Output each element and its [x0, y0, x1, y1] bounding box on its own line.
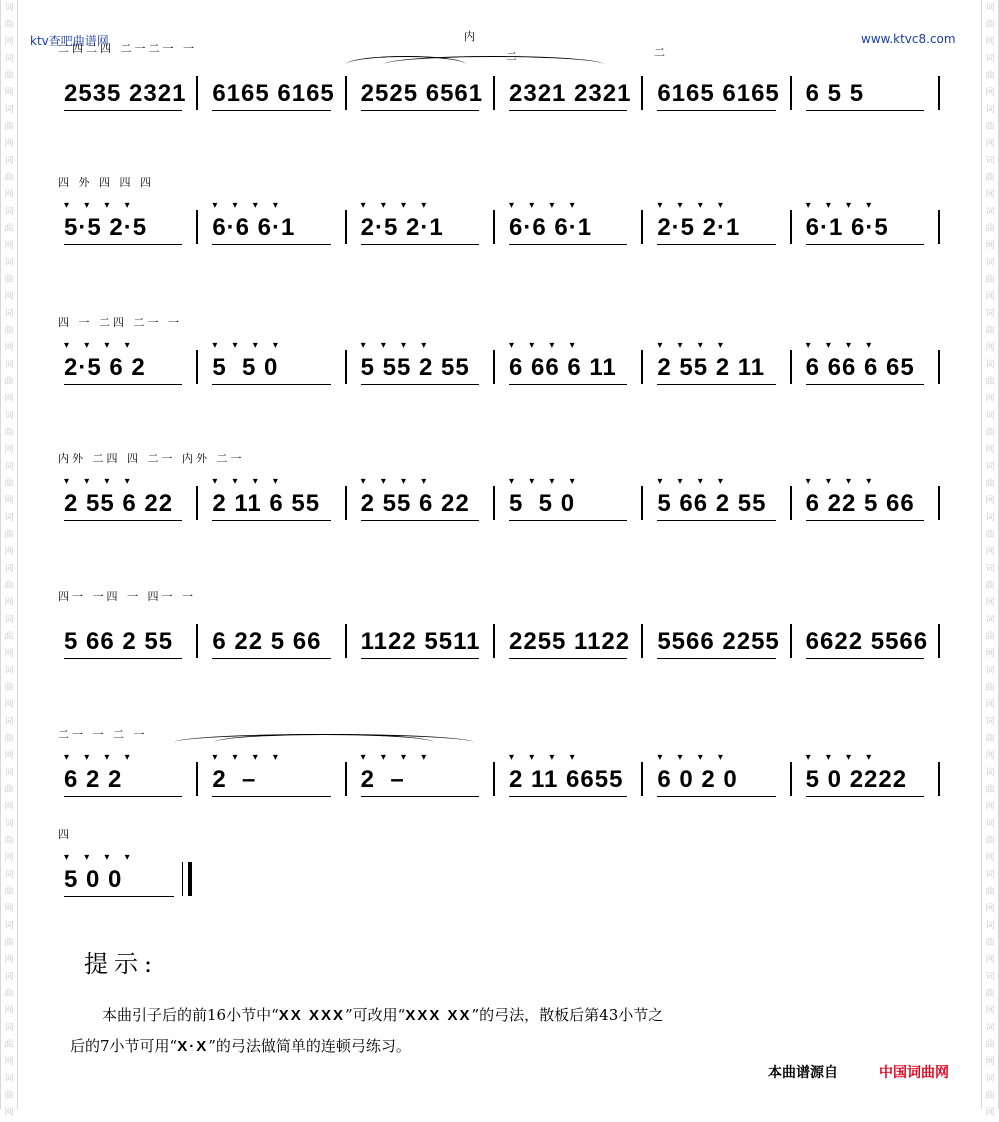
measure-notes: 2255 1122 [509, 628, 631, 655]
beam-line [657, 244, 775, 245]
bow-direction-marks: ▾ ▾ ▾ ▾ [64, 476, 136, 487]
beam-line [64, 110, 182, 111]
measure-notes: 2 55 6 22 [64, 490, 174, 517]
barline [196, 624, 198, 658]
hint-line-2 [70, 1031, 950, 1062]
beam-line [657, 520, 775, 521]
bowing-marks: 四一 一四 一 四一 一 [58, 590, 196, 603]
bow-direction-marks: ▾ ▾ ▾ ▾ [360, 200, 433, 211]
measure-notes: 5 0 2222 [805, 766, 908, 793]
beam-line [212, 384, 330, 385]
beam-line [657, 796, 775, 797]
measure-notes: 2535 2321 [64, 80, 187, 107]
right-watermark-strip: 词 曲 网 词 曲 网 词 曲 网 词 曲 网 词 曲 网 词 曲 网 词 曲 网 词 曲 网 词 曲 网 词 曲 网 词 曲 网 词 曲 网 词 曲 网 词 曲 网 词 曲 网 词 曲 网 词 曲 网 词 曲 网 词 曲 网 词 曲 网 词 曲 网 词 曲 网 [981, 0, 999, 1109]
bowing-mark: 二 [506, 50, 520, 63]
bow-direction-marks: ▾ ▾ ▾ ▾ [360, 340, 433, 351]
bow-direction-marks: ▾ ▾ ▾ ▾ [360, 476, 433, 487]
measure-notes: 2·5 2·1 [657, 214, 741, 241]
bow-direction-marks: ▾ ▾ ▾ ▾ [805, 200, 878, 211]
measure-notes: 2 – [360, 766, 405, 793]
beam-line [212, 796, 330, 797]
bow-direction-marks: ▾ ▾ ▾ ▾ [64, 200, 136, 211]
beam-line [64, 520, 182, 521]
measure-notes: 2525 6561 [360, 80, 484, 107]
beam-line [657, 110, 775, 111]
bowing-marks: 二四二四 二一二一 一 [58, 42, 197, 55]
measure-notes: 5 55 2 55 [360, 354, 470, 381]
barline [641, 624, 643, 658]
final-barline [182, 862, 183, 896]
beam-line [64, 244, 182, 245]
beam-line [64, 384, 182, 385]
barline [938, 762, 940, 796]
beam-line [509, 520, 627, 521]
bow-direction-marks: ▾ ▾ ▾ ▾ [509, 200, 581, 211]
barline [938, 486, 940, 520]
hint-text-part: ”的弓法做简单的连顿弓练习。 [208, 1037, 411, 1055]
bow-direction-marks: ▾ ▾ ▾ ▾ [212, 200, 284, 211]
beam-line [361, 384, 479, 385]
bow-direction-marks: ▾ ▾ ▾ ▾ [509, 476, 581, 487]
measure-notes: 2 55 2 11 [657, 354, 766, 381]
measure-notes: 6 66 6 65 [805, 354, 915, 381]
measure-notes: 6 22 5 66 [805, 490, 915, 517]
beam-line [361, 110, 479, 111]
barline [641, 76, 643, 110]
bowing-marks: 四 外 四 四 四 [58, 176, 154, 189]
beam-line [509, 384, 627, 385]
hint-title: 提示: [84, 950, 159, 978]
bow-direction-marks: ▾ ▾ ▾ ▾ [64, 340, 136, 351]
bowing-mark: 内 [464, 30, 478, 43]
barline [790, 210, 792, 244]
barline [938, 76, 940, 110]
barline [493, 76, 495, 110]
bowing-symbol: X·X [177, 1038, 209, 1055]
measure-notes: 5·5 2·5 [64, 214, 148, 241]
bowing-symbol: XXX XX [405, 1007, 472, 1024]
bow-direction-marks: ▾ ▾ ▾ ▾ [805, 476, 878, 487]
hint-text [70, 1000, 950, 1062]
measure-notes: 6·1 6·5 [805, 214, 889, 241]
beam-line [64, 658, 182, 659]
beam-line [806, 244, 924, 245]
barline [493, 486, 495, 520]
barline [493, 624, 495, 658]
beam-line [806, 658, 924, 659]
measure-notes: 1122 5511 [360, 628, 481, 655]
barline [493, 210, 495, 244]
barline [493, 762, 495, 796]
barline [345, 762, 347, 796]
measure-notes: 6·6 6·1 [509, 214, 593, 241]
measure-notes: 6 5 5 [805, 80, 865, 107]
source-label: 本曲谱源自 [768, 1065, 838, 1081]
barline [641, 762, 643, 796]
bowing-symbol: XX XXX [278, 1007, 345, 1024]
slur [384, 56, 604, 73]
bow-direction-marks: ▾ ▾ ▾ ▾ [657, 752, 729, 763]
barline [493, 350, 495, 384]
barline [790, 486, 792, 520]
measure-notes: 2 – [212, 766, 257, 793]
hint-text-part: 本曲引子后的前16小节中“ [102, 1006, 279, 1024]
hint-text-part: 后的7小节可用“ [70, 1037, 178, 1055]
barline [345, 76, 347, 110]
barline [938, 624, 940, 658]
barline [188, 862, 192, 896]
beam-line [509, 110, 627, 111]
barline [345, 486, 347, 520]
bowing-mark: 二 [654, 46, 668, 59]
bowing-marks: 二一 一 二 一 [58, 728, 148, 741]
measure-notes: 6165 6165 [657, 80, 780, 107]
beam-line [361, 658, 479, 659]
barline [196, 762, 198, 796]
score-line [54, 452, 944, 552]
barline [196, 486, 198, 520]
bow-direction-marks: ▾ ▾ ▾ ▾ [360, 752, 433, 763]
barline [790, 350, 792, 384]
hint-text-part: ”可改用“ [344, 1006, 406, 1024]
measure-notes: 2·5 6 2 [64, 354, 146, 381]
bow-direction-marks: ▾ ▾ ▾ ▾ [212, 476, 284, 487]
beam-line [806, 796, 924, 797]
bow-direction-marks: ▾ ▾ ▾ ▾ [805, 752, 878, 763]
beam-line [64, 796, 182, 797]
left-watermark-strip: 词 曲 网 词 曲 网 词 曲 网 词 曲 网 词 曲 网 词 曲 网 词 曲 网 词 曲 网 词 曲 网 词 曲 网 词 曲 网 词 曲 网 词 曲 网 词 曲 网 词 曲 网 词 曲 网 词 曲 网 词 曲 网 词 曲 网 词 曲 网 词 曲 网 词 曲 网 [0, 0, 18, 1109]
bow-direction-marks: ▾ ▾ ▾ ▾ [212, 752, 284, 763]
beam-line [657, 658, 775, 659]
site-label-right: www.ktvc8.com [861, 32, 956, 46]
bow-direction-marks: ▾ ▾ ▾ ▾ [657, 200, 729, 211]
bowing-marks: 内外 二四 四 二一 内外 二一 [58, 452, 245, 465]
beam-line [212, 658, 330, 659]
bow-direction-marks: ▾ ▾ ▾ ▾ [657, 476, 729, 487]
bow-direction-marks: ▾ ▾ ▾ ▾ [212, 340, 284, 351]
measure-notes: 2·5 2·1 [360, 214, 444, 241]
beam-line [64, 896, 174, 897]
score-line [54, 590, 944, 690]
barline [790, 762, 792, 796]
bow-direction-marks: ▾ ▾ ▾ ▾ [657, 340, 729, 351]
bowing-marks: 四 [58, 828, 72, 841]
measure-notes: 5 5 0 [509, 490, 576, 517]
beam-line [361, 520, 479, 521]
measure-notes: 5 0 0 [64, 866, 123, 893]
score-line [54, 176, 944, 276]
score-line [54, 828, 944, 928]
barline [790, 624, 792, 658]
beam-line [806, 520, 924, 521]
measure-notes: 5 66 2 55 [657, 490, 767, 517]
beam-line [806, 384, 924, 385]
beam-line [806, 110, 924, 111]
source-site-link[interactable]: 中国词曲网 [879, 1065, 949, 1081]
beam-line [509, 244, 627, 245]
measure-notes: 2321 2321 [509, 80, 632, 107]
bow-direction-marks: ▾ ▾ ▾ ▾ [64, 752, 136, 763]
barline [345, 350, 347, 384]
hint-line-1 [70, 1000, 950, 1031]
beam-line [212, 520, 330, 521]
measure-notes: 2 11 6 55 [212, 490, 321, 517]
measure-notes: 6 66 6 11 [509, 354, 617, 381]
barline [938, 210, 940, 244]
score-line [54, 728, 944, 828]
measure-notes: 6165 6165 [212, 80, 335, 107]
measure-notes: 5 5 0 [212, 354, 279, 381]
measure-notes: 6 0 2 0 [657, 766, 738, 793]
beam-line [361, 796, 479, 797]
barline [345, 624, 347, 658]
measure-notes: 6 2 2 [64, 766, 123, 793]
barline [790, 76, 792, 110]
score-line [54, 316, 944, 416]
measure-notes: 6 22 5 66 [212, 628, 322, 655]
measure-notes: 6622 5566 [805, 628, 929, 655]
barline [196, 210, 198, 244]
bow-direction-marks: ▾ ▾ ▾ ▾ [805, 340, 878, 351]
bowing-marks: 四 一 二四 二一 一 [58, 316, 182, 329]
measure-notes: 5 66 2 55 [64, 628, 174, 655]
bow-direction-marks: ▾ ▾ ▾ ▾ [509, 752, 581, 763]
measure-notes: 2 55 6 22 [360, 490, 470, 517]
bow-direction-marks: ▾ ▾ ▾ ▾ [64, 852, 136, 863]
beam-line [657, 384, 775, 385]
measure-notes: 5566 2255 [657, 628, 780, 655]
hint-text-part: ”的弓法，散板后第43小节之 [471, 1006, 664, 1024]
bow-direction-marks: ▾ ▾ ▾ ▾ [509, 340, 581, 351]
measure-notes: 2 11 6655 [509, 766, 624, 793]
beam-line [509, 796, 627, 797]
measure-notes: 6·6 6·1 [212, 214, 296, 241]
barline [345, 210, 347, 244]
barline [196, 350, 198, 384]
slur [214, 734, 434, 751]
barline [641, 350, 643, 384]
beam-line [361, 244, 479, 245]
barline [641, 210, 643, 244]
barline [641, 486, 643, 520]
beam-line [509, 658, 627, 659]
beam-line [212, 244, 330, 245]
barline [938, 350, 940, 384]
barline [196, 76, 198, 110]
beam-line [212, 110, 330, 111]
site-label-left: ktv查吧曲谱网 [30, 34, 109, 48]
